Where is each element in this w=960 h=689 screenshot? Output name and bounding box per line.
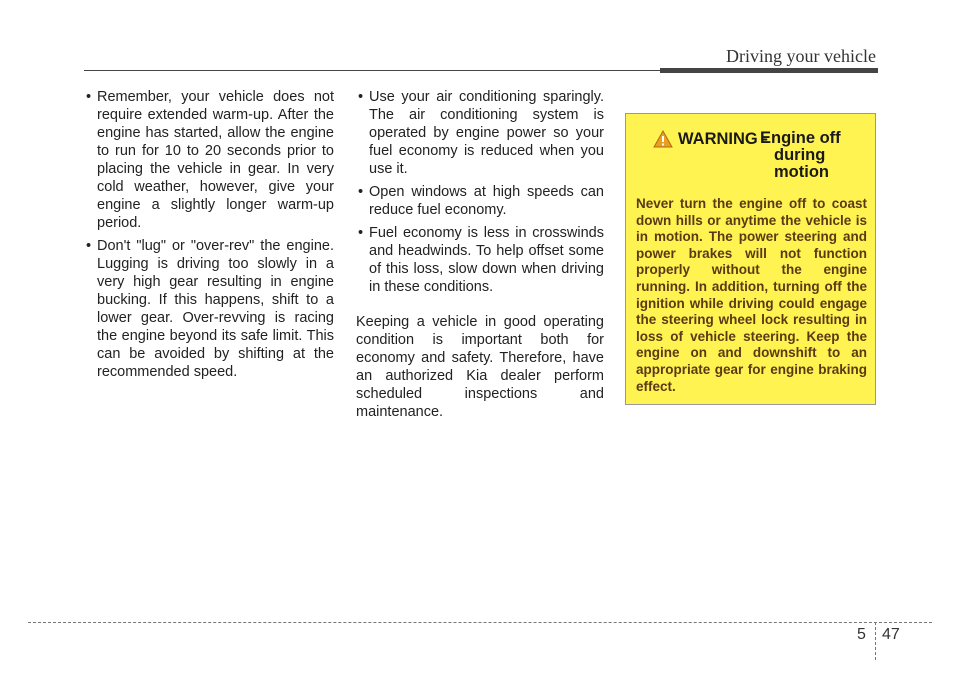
bullet-crosswinds: • Fuel economy is less in crosswinds and headwinds. To help offset some of this loss, slow down when driving in these conditions.: [356, 224, 604, 296]
footer-divider: [875, 622, 876, 660]
maintenance-paragraph: Keeping a vehicle in good operating condition is important both for economy and safety. Therefore, have an authorized Kia dealer perform scheduled inspections and maintenance.: [356, 314, 604, 420]
warning-title-line-2: during: [774, 146, 826, 164]
middle-bullet-list: [356, 88, 604, 296]
warning-label: WARNING -: [678, 130, 768, 148]
warning-title-line-3: motion: [774, 163, 829, 181]
warning-body: Never turn the engine off to coast down hills or anytime the vehicle is in motion. The power steering and power brakes will not function properly without the engine running. In addition, turning off the ignition while driving could engage the steering wheel lock resulting in loss of vehicle steering. Keep the engine on and downshift to an appropriate gear for engine braking effect.: [636, 196, 867, 394]
section-title: Driving your vehicle: [726, 46, 876, 66]
header-rule: [84, 70, 676, 71]
bullet-lug-over-rev: • Don't "lug" or "over-rev" the engine. Lugging is driving too slowly in a very high gear resulting in engine bucking. If this happens, shift to a lower gear. Over-revving is racing the engine beyond its safe limit. This can be avoided by shifting at the recommended speed.: [84, 237, 334, 381]
left-bullet-list: [84, 88, 334, 381]
header-rule-bold: [660, 68, 878, 73]
bullet-open-windows: • Open windows at high speeds can reduce fuel economy.: [356, 183, 604, 219]
warning-box: [625, 113, 876, 405]
page-number: 47: [882, 626, 900, 643]
warning-title-line-1: Engine off: [760, 129, 841, 147]
warning-header: [636, 130, 867, 192]
chapter-number: 5: [857, 626, 866, 643]
middle-column: [356, 88, 604, 421]
bullet-warm-up: • Remember, your vehicle does not require extended warm-up. After the engine has started, allow the engine to run for 10 to 20 seconds prior to placing the vehicle in gear. In very cold weather, however, give your engine a slightly longer warm-up period.: [84, 88, 334, 232]
left-column: [84, 88, 334, 386]
footer-rule: [28, 622, 932, 623]
warning-triangle-icon: [653, 130, 673, 148]
bullet-air-conditioning: • Use your air conditioning sparingly. The air conditioning system is operated by engine power so your fuel economy is reduced when you use it.: [356, 88, 604, 178]
warning-title: [760, 130, 870, 181]
